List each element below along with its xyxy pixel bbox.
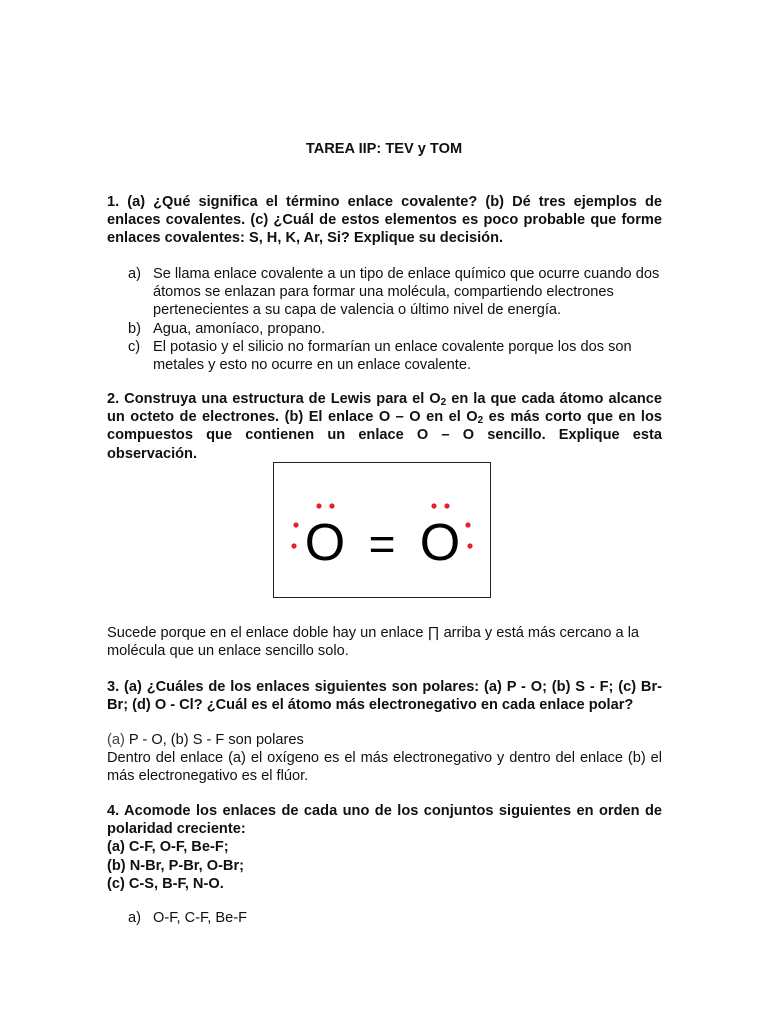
list-item: [107, 320, 662, 338]
question-3: 3. (a) ¿Cuáles de los enlaces siguientes son polares: (a) P - O; (b) S - F; (c) Br-Br; (d) O - Cl? ¿Cuál es el átomo más electronegativo en cada enlace polar?: [107, 679, 662, 714]
subscript-2: 2: [477, 415, 484, 427]
question-2-part-1: 2. Construya una estructura de Lewis para el O: [107, 391, 441, 407]
answer-3-line-1: [107, 731, 662, 749]
question-4-set-b: (b) N-Br, P-Br, O-Br;: [107, 857, 245, 874]
electron-dot: [316, 503, 321, 508]
question-4-text: 4. Acomode los enlaces de cada uno de los conjuntos siguientes en orden de polaridad creciente:: [107, 803, 662, 838]
list-text: Se llama enlace covalente a un tipo de enlace químico que ocurre cuando dos átomos se enlazan para formar una molécula, compartiendo electrones pertenecientes a su capa de valencia o último nivel de energía.: [153, 266, 660, 319]
answer-list-1: [107, 265, 662, 374]
electron-dot: [467, 543, 472, 548]
answer-3-line-2: Dentro del enlace (a) el oxígeno es el más electronegativo y dentro del enlace (b) el más electronegativo es el flúor.: [107, 750, 662, 785]
electron-dot: [293, 522, 298, 527]
oxygen-atom-right: O: [419, 514, 461, 572]
electron-dot: [431, 503, 436, 508]
list-text: O-F, C-F, Be-F: [153, 910, 248, 926]
question-2: [107, 390, 662, 463]
list-marker: a): [128, 266, 141, 282]
pi-symbol: ∏: [427, 625, 440, 641]
list-text: El potasio y el silicio no formarían un enlace covalente porque los dos son metales y esto no ocurre en un enlace covalente.: [153, 338, 632, 374]
double-bond-symbol: =: [368, 518, 396, 570]
list-marker: c): [128, 338, 141, 355]
answer-list-4: [107, 909, 662, 927]
page-title: TAREA IIP: TEV y TOM: [305, 141, 463, 157]
question-2-part-3: es más corto que en los compuestos que contienen un enlace O – O sencillo. Explique esta observación.: [107, 409, 662, 462]
electron-dot: [329, 503, 334, 508]
question-2-part-2: en la que cada átomo alcance un octeto de electrones. (b) El enlace O – O en el O: [107, 391, 663, 426]
answer-3-marker: (a): [107, 732, 125, 748]
list-item: [107, 909, 662, 927]
answer-2-part-2: arriba y está más cercano a la molécula que un enlace sencillo solo.: [107, 625, 640, 660]
list-text: Agua, amoníaco, propano.: [153, 320, 326, 337]
lewis-structure-box: [273, 462, 491, 598]
electron-dot: [465, 522, 470, 527]
list-marker: b): [128, 320, 141, 337]
answer-2-part-1: Sucede porque en el enlace doble hay un enlace: [107, 625, 428, 641]
question-4-set-c: (c) C-S, B-F, N-O.: [107, 875, 224, 892]
answer-3-text: P - O, (b) S - F son polares: [124, 732, 304, 748]
lewis-structure-diagram: [274, 463, 490, 597]
oxygen-atom-left: O: [304, 514, 346, 572]
question-4: [107, 802, 662, 893]
electron-dot: [444, 503, 449, 508]
subscript-2: 2: [440, 397, 447, 408]
list-item: [107, 265, 662, 320]
question-4-set-a: (a) C-F, O-F, Be-F;: [107, 839, 229, 856]
list-marker: a): [128, 910, 141, 926]
answer-2: [107, 624, 662, 660]
electron-dot: [291, 543, 296, 548]
answer-3: [107, 731, 662, 786]
question-1: 1. (a) ¿Qué significa el término enlace covalente? (b) Dé tres ejemplos de enlaces covalentes. (c) ¿Cuál de estos elementos es poco probable que forme enlaces covalentes: S, H, K, Ar, Si? Explique su decisión.: [107, 194, 662, 247]
list-item: [107, 338, 662, 374]
